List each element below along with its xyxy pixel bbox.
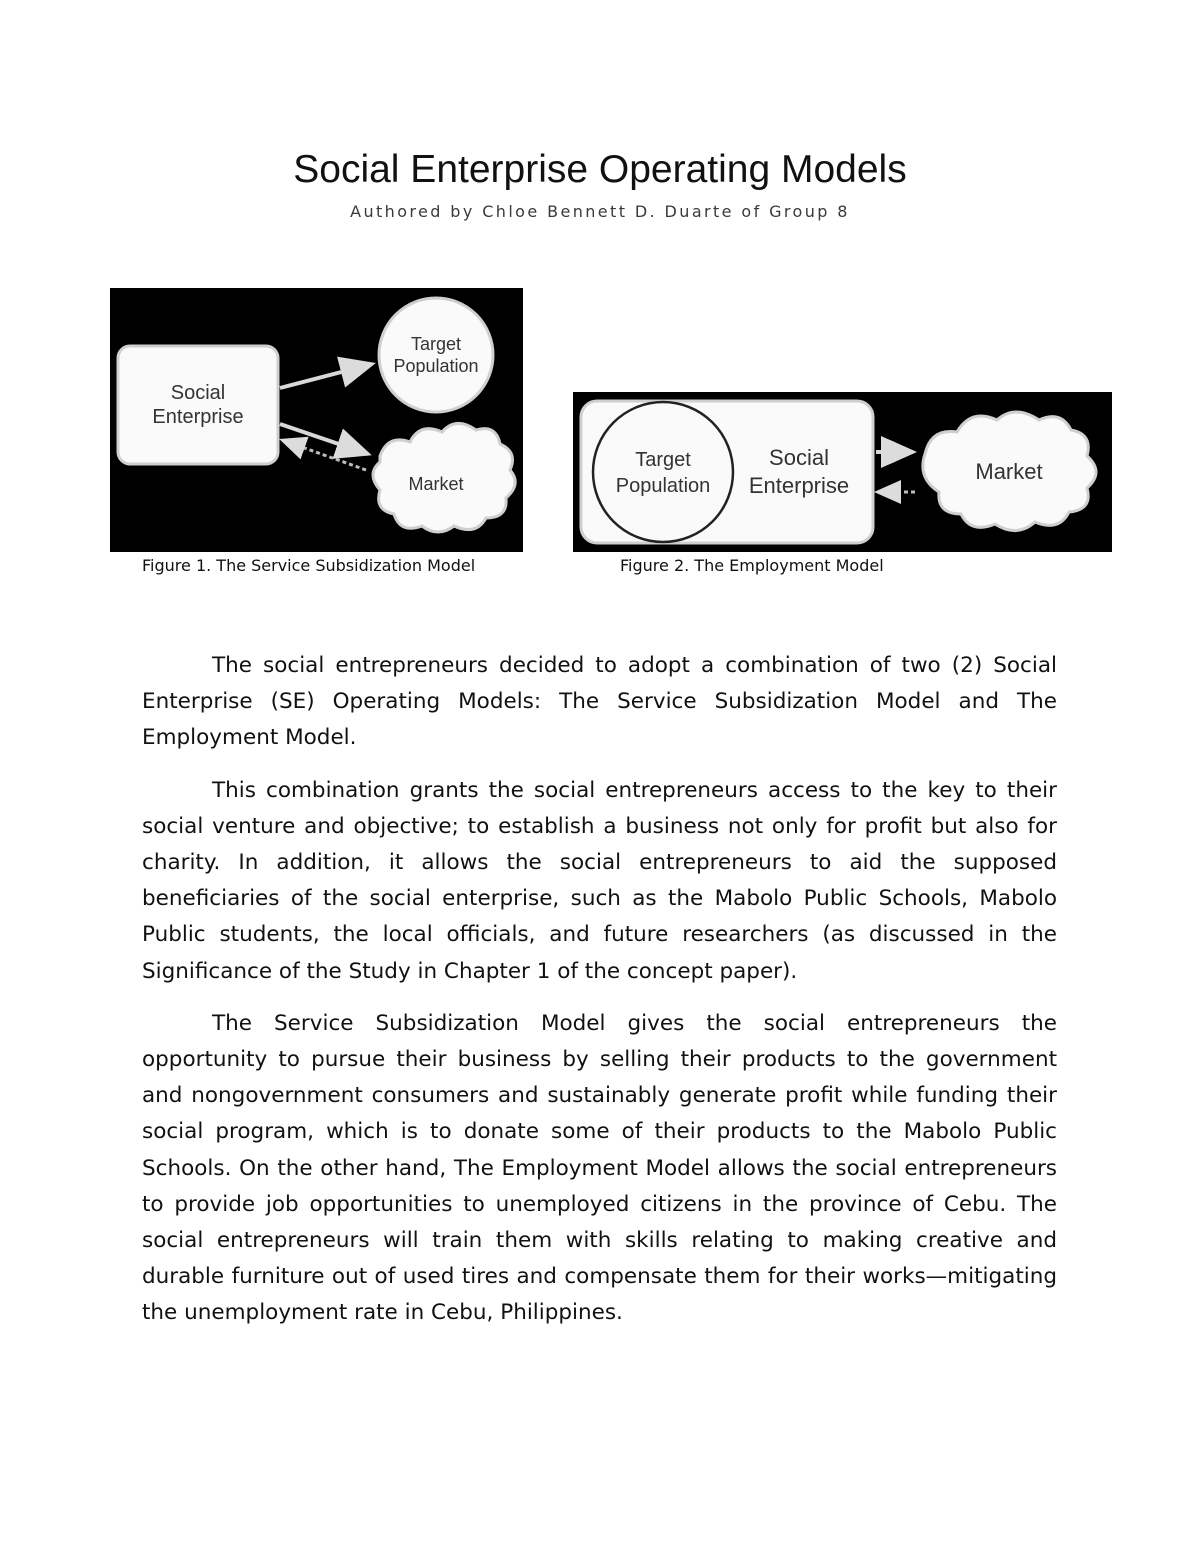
fig1-market-label: Market [408, 474, 464, 494]
fig1-target-label: Target [410, 334, 462, 354]
figure-service-subsidization [110, 288, 523, 552]
document-title: Social Enterprise Operating Models [293, 148, 907, 191]
fig1-social-label: Social [170, 382, 226, 404]
figure-2-caption: Figure 2. The Employment Model [620, 556, 884, 575]
figure-employment [573, 392, 1112, 552]
arrow-from-market [282, 440, 366, 470]
target-population-circle [379, 298, 493, 412]
fig2-enterprise-label: Enterprise [748, 473, 850, 498]
arrow-to-target [280, 364, 372, 388]
paragraph: The social entrepreneurs decided to adopt a combination of two (2) Social Enterprise (SE) Operating Models: The Service Subsidization Model and The Employment Model. [142, 653, 1057, 751]
paragraph: The Service Subsidization Model gives the social entrepreneurs the opportunity to pursue their business by selling their products to the government and nongovernment consumers and sustainably generate profit while funding their social program, which is to donate some of their products to the Mabolo Public Schools. On the other hand, The Employment Model allows the social entrepreneurs to provide job opportunities to unemployed citizens in the province of Cebu. The social entrepreneurs will train them with skills relating to making creative and durable furniture out of used tires and compensate them for their works—mitigating the unemployment rate in Cebu, Philippines. [142, 1010, 1057, 1326]
fig2-target-label: Target [635, 449, 691, 471]
figure-2-diagram [573, 392, 1112, 552]
figure-1-caption: Figure 1. The Service Subsidization Model [142, 556, 476, 575]
fig2-population-label: Population [615, 475, 711, 497]
social-enterprise-box [118, 346, 278, 464]
paragraph: This combination grants the social entrepreneurs access to the key to their social venture and objective; to establish a business not only for profit but also for charity. In addition, it allows the social entrepreneurs to aid the supposed beneficiaries of the social enterprise, such as the Mabolo Public Schools, Mabolo Public students, the local officials, and future researchers (as discussed in the Significance of the Study in Chapter 1 of the concept paper). [142, 777, 1057, 984]
document-subtitle: Authored by Chloe Bennett D. Duarte of Group 8 [350, 202, 850, 221]
body-text [142, 648, 1057, 1348]
figure-1-diagram [110, 288, 523, 552]
fig2-market-label: Market [975, 459, 1043, 484]
arrow-to-market [280, 424, 368, 454]
target-population-circle [593, 402, 733, 542]
fig1-enterprise-label: Enterprise [152, 406, 244, 428]
fig2-social-label: Social [769, 445, 829, 470]
fig1-population-label: Population [393, 356, 479, 376]
